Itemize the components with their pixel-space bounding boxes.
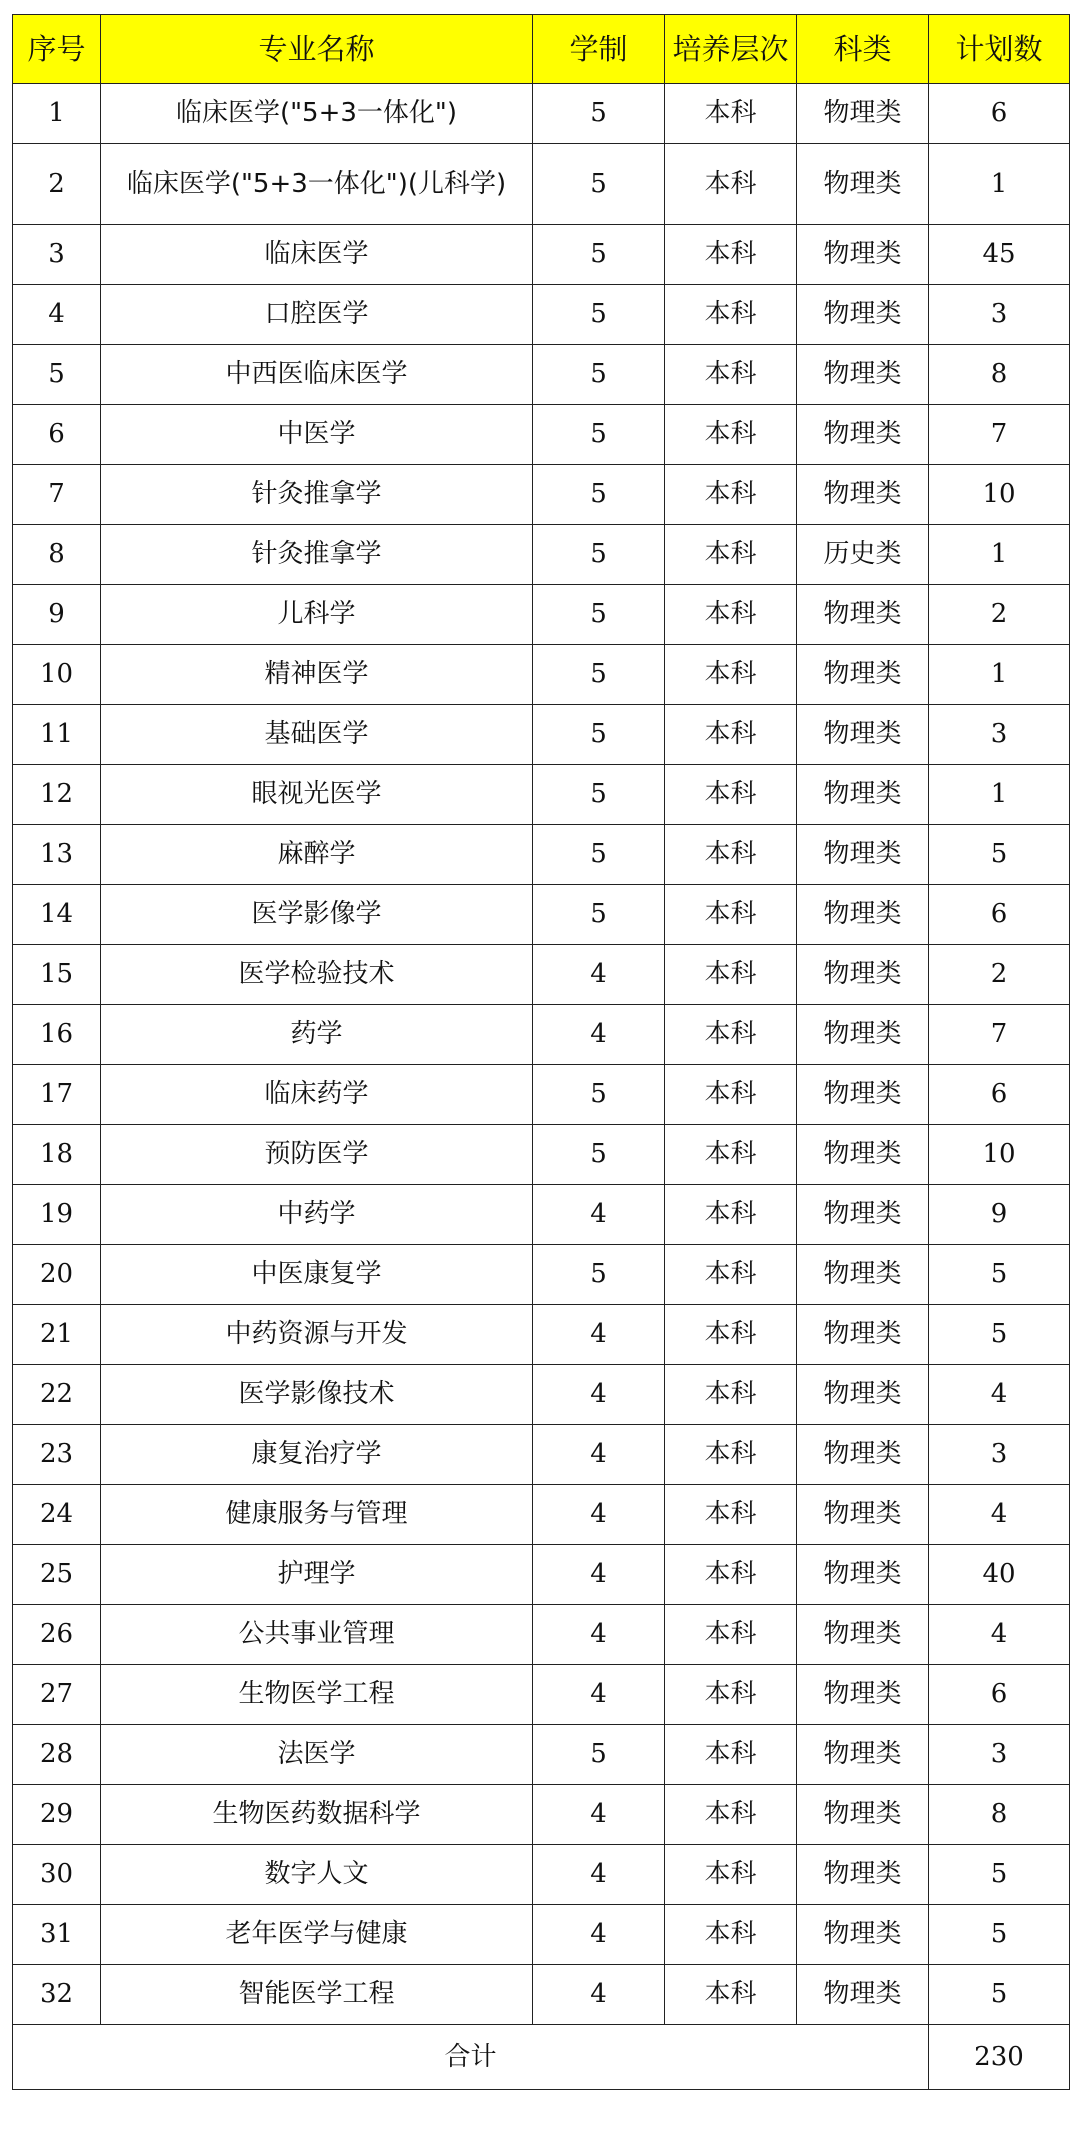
cell-plan-count: 1 <box>929 765 1070 825</box>
cell-major-name: 临床医学 <box>101 225 533 285</box>
cell-major-name: 护理学 <box>101 1545 533 1605</box>
cell-major-name: 精神医学 <box>101 645 533 705</box>
header-row <box>13 15 1070 84</box>
cell-education-level: 本科 <box>665 825 797 885</box>
cell-major-name: 临床药学 <box>101 1065 533 1125</box>
cell-major-name: 老年医学与健康 <box>101 1905 533 1965</box>
table-row <box>13 225 1070 285</box>
cell-major-name: 麻醉学 <box>101 825 533 885</box>
cell-serial-number: 10 <box>13 645 101 705</box>
header-study-length: 学制 <box>533 15 665 84</box>
cell-serial-number: 28 <box>13 1725 101 1785</box>
table-row <box>13 885 1070 945</box>
cell-study-length: 5 <box>533 1245 665 1305</box>
cell-plan-count: 7 <box>929 405 1070 465</box>
cell-education-level: 本科 <box>665 1905 797 1965</box>
cell-plan-count: 4 <box>929 1605 1070 1665</box>
cell-subject-category: 物理类 <box>797 1125 929 1185</box>
cell-education-level: 本科 <box>665 525 797 585</box>
cell-plan-count: 7 <box>929 1005 1070 1065</box>
cell-education-level: 本科 <box>665 1305 797 1365</box>
cell-education-level: 本科 <box>665 1725 797 1785</box>
cell-study-length: 5 <box>533 765 665 825</box>
cell-serial-number: 1 <box>13 84 101 144</box>
table-row <box>13 1245 1070 1305</box>
table-row <box>13 1845 1070 1905</box>
cell-major-name: 生物医药数据科学 <box>101 1785 533 1845</box>
cell-study-length: 4 <box>533 1545 665 1605</box>
cell-study-length: 5 <box>533 705 665 765</box>
cell-education-level: 本科 <box>665 945 797 1005</box>
cell-study-length: 4 <box>533 945 665 1005</box>
cell-education-level: 本科 <box>665 705 797 765</box>
cell-subject-category: 物理类 <box>797 1725 929 1785</box>
cell-major-name: 针灸推拿学 <box>101 465 533 525</box>
table-row <box>13 405 1070 465</box>
cell-plan-count: 2 <box>929 945 1070 1005</box>
cell-subject-category: 物理类 <box>797 1905 929 1965</box>
cell-plan-count: 1 <box>929 645 1070 705</box>
cell-study-length: 5 <box>533 825 665 885</box>
cell-serial-number: 15 <box>13 945 101 1005</box>
table-row <box>13 285 1070 345</box>
cell-study-length: 4 <box>533 1185 665 1245</box>
cell-subject-category: 物理类 <box>797 1965 929 2025</box>
table-row <box>13 1485 1070 1545</box>
cell-study-length: 5 <box>533 525 665 585</box>
cell-serial-number: 20 <box>13 1245 101 1305</box>
cell-study-length: 4 <box>533 1005 665 1065</box>
cell-education-level: 本科 <box>665 1065 797 1125</box>
cell-plan-count: 5 <box>929 1845 1070 1905</box>
cell-major-name: 临床医学("5+3一体化") <box>101 84 533 144</box>
cell-education-level: 本科 <box>665 1425 797 1485</box>
cell-major-name: 公共事业管理 <box>101 1605 533 1665</box>
cell-education-level: 本科 <box>665 1365 797 1425</box>
cell-plan-count: 10 <box>929 465 1070 525</box>
cell-subject-category: 物理类 <box>797 1425 929 1485</box>
table-row <box>13 1725 1070 1785</box>
cell-serial-number: 19 <box>13 1185 101 1245</box>
cell-plan-count: 3 <box>929 1725 1070 1785</box>
cell-plan-count: 6 <box>929 84 1070 144</box>
cell-major-name: 口腔医学 <box>101 285 533 345</box>
cell-major-name: 针灸推拿学 <box>101 525 533 585</box>
cell-education-level: 本科 <box>665 465 797 525</box>
cell-education-level: 本科 <box>665 1485 797 1545</box>
table-row <box>13 645 1070 705</box>
cell-serial-number: 25 <box>13 1545 101 1605</box>
cell-education-level: 本科 <box>665 1665 797 1725</box>
cell-study-length: 5 <box>533 84 665 144</box>
cell-education-level: 本科 <box>665 765 797 825</box>
cell-study-length: 4 <box>533 1365 665 1425</box>
cell-serial-number: 8 <box>13 525 101 585</box>
cell-education-level: 本科 <box>665 1245 797 1305</box>
cell-major-name: 康复治疗学 <box>101 1425 533 1485</box>
cell-serial-number: 3 <box>13 225 101 285</box>
cell-plan-count: 6 <box>929 1665 1070 1725</box>
cell-plan-count: 9 <box>929 1185 1070 1245</box>
cell-education-level: 本科 <box>665 585 797 645</box>
cell-study-length: 5 <box>533 465 665 525</box>
table-header <box>13 15 1070 84</box>
cell-study-length: 4 <box>533 1485 665 1545</box>
cell-education-level: 本科 <box>665 1545 797 1605</box>
cell-plan-count: 1 <box>929 144 1070 225</box>
cell-subject-category: 物理类 <box>797 1005 929 1065</box>
cell-study-length: 4 <box>533 1905 665 1965</box>
cell-serial-number: 7 <box>13 465 101 525</box>
table-row <box>13 1665 1070 1725</box>
cell-major-name: 医学影像技术 <box>101 1365 533 1425</box>
table-row <box>13 525 1070 585</box>
cell-major-name: 中西医临床医学 <box>101 345 533 405</box>
cell-plan-count: 45 <box>929 225 1070 285</box>
cell-education-level: 本科 <box>665 1965 797 2025</box>
cell-study-length: 5 <box>533 645 665 705</box>
cell-education-level: 本科 <box>665 345 797 405</box>
cell-major-name: 健康服务与管理 <box>101 1485 533 1545</box>
cell-serial-number: 29 <box>13 1785 101 1845</box>
cell-subject-category: 物理类 <box>797 1305 929 1365</box>
cell-serial-number: 18 <box>13 1125 101 1185</box>
cell-study-length: 5 <box>533 585 665 645</box>
cell-study-length: 4 <box>533 1965 665 2025</box>
cell-major-name: 中医学 <box>101 405 533 465</box>
table-row <box>13 1185 1070 1245</box>
cell-subject-category: 物理类 <box>797 1185 929 1245</box>
cell-serial-number: 32 <box>13 1965 101 2025</box>
cell-serial-number: 27 <box>13 1665 101 1725</box>
cell-serial-number: 5 <box>13 345 101 405</box>
cell-subject-category: 历史类 <box>797 525 929 585</box>
table-row <box>13 1905 1070 1965</box>
table-row <box>13 945 1070 1005</box>
cell-plan-count: 4 <box>929 1485 1070 1545</box>
cell-plan-count: 5 <box>929 1965 1070 2025</box>
cell-study-length: 5 <box>533 1065 665 1125</box>
cell-subject-category: 物理类 <box>797 405 929 465</box>
table-row <box>13 84 1070 144</box>
cell-major-name: 儿科学 <box>101 585 533 645</box>
cell-plan-count: 1 <box>929 525 1070 585</box>
cell-subject-category: 物理类 <box>797 705 929 765</box>
cell-subject-category: 物理类 <box>797 1845 929 1905</box>
cell-serial-number: 26 <box>13 1605 101 1665</box>
cell-major-name: 医学影像学 <box>101 885 533 945</box>
cell-subject-category: 物理类 <box>797 885 929 945</box>
table-body <box>13 84 1070 2025</box>
cell-study-length: 5 <box>533 1125 665 1185</box>
cell-education-level: 本科 <box>665 1005 797 1065</box>
cell-plan-count: 8 <box>929 345 1070 405</box>
table-footer <box>13 2025 1070 2090</box>
cell-study-length: 5 <box>533 144 665 225</box>
cell-education-level: 本科 <box>665 645 797 705</box>
table-row <box>13 1065 1070 1125</box>
cell-subject-category: 物理类 <box>797 1365 929 1425</box>
cell-serial-number: 9 <box>13 585 101 645</box>
cell-subject-category: 物理类 <box>797 345 929 405</box>
cell-study-length: 5 <box>533 885 665 945</box>
cell-education-level: 本科 <box>665 1185 797 1245</box>
cell-subject-category: 物理类 <box>797 1605 929 1665</box>
table-row <box>13 1305 1070 1365</box>
table-row <box>13 1425 1070 1485</box>
cell-major-name: 中医康复学 <box>101 1245 533 1305</box>
cell-subject-category: 物理类 <box>797 1545 929 1605</box>
cell-serial-number: 23 <box>13 1425 101 1485</box>
cell-plan-count: 6 <box>929 1065 1070 1125</box>
cell-plan-count: 6 <box>929 885 1070 945</box>
table-row <box>13 1005 1070 1065</box>
cell-serial-number: 14 <box>13 885 101 945</box>
header-subject-category: 科类 <box>797 15 929 84</box>
cell-study-length: 4 <box>533 1845 665 1905</box>
cell-education-level: 本科 <box>665 144 797 225</box>
cell-major-name: 预防医学 <box>101 1125 533 1185</box>
cell-plan-count: 5 <box>929 825 1070 885</box>
header-serial-number: 序号 <box>13 15 101 84</box>
cell-serial-number: 30 <box>13 1845 101 1905</box>
table-row <box>13 1965 1070 2025</box>
cell-major-name: 智能医学工程 <box>101 1965 533 2025</box>
cell-subject-category: 物理类 <box>797 465 929 525</box>
header-major-name: 专业名称 <box>101 15 533 84</box>
header-plan-count: 计划数 <box>929 15 1070 84</box>
cell-plan-count: 5 <box>929 1905 1070 1965</box>
cell-plan-count: 3 <box>929 1425 1070 1485</box>
cell-major-name: 临床医学("5+3一体化")(儿科学) <box>101 144 533 225</box>
cell-study-length: 5 <box>533 405 665 465</box>
cell-subject-category: 物理类 <box>797 1665 929 1725</box>
cell-major-name: 中药学 <box>101 1185 533 1245</box>
cell-major-name: 眼视光医学 <box>101 765 533 825</box>
cell-serial-number: 4 <box>13 285 101 345</box>
cell-subject-category: 物理类 <box>797 1485 929 1545</box>
cell-education-level: 本科 <box>665 405 797 465</box>
cell-major-name: 医学检验技术 <box>101 945 533 1005</box>
cell-education-level: 本科 <box>665 1605 797 1665</box>
table-row <box>13 825 1070 885</box>
cell-study-length: 5 <box>533 345 665 405</box>
cell-major-name: 数字人文 <box>101 1845 533 1905</box>
cell-plan-count: 10 <box>929 1125 1070 1185</box>
cell-plan-count: 40 <box>929 1545 1070 1605</box>
table-row <box>13 1785 1070 1845</box>
cell-education-level: 本科 <box>665 1785 797 1845</box>
cell-major-name: 药学 <box>101 1005 533 1065</box>
enrollment-plan-table <box>12 14 1070 2090</box>
cell-serial-number: 6 <box>13 405 101 465</box>
cell-serial-number: 22 <box>13 1365 101 1425</box>
table-row <box>13 1605 1070 1665</box>
cell-study-length: 4 <box>533 1305 665 1365</box>
cell-subject-category: 物理类 <box>797 285 929 345</box>
cell-study-length: 4 <box>533 1665 665 1725</box>
table-row <box>13 705 1070 765</box>
cell-plan-count: 3 <box>929 705 1070 765</box>
cell-study-length: 4 <box>533 1785 665 1845</box>
cell-study-length: 5 <box>533 285 665 345</box>
cell-plan-count: 3 <box>929 285 1070 345</box>
header-education-level: 培养层次 <box>665 15 797 84</box>
cell-subject-category: 物理类 <box>797 1785 929 1845</box>
cell-education-level: 本科 <box>665 225 797 285</box>
cell-major-name: 中药资源与开发 <box>101 1305 533 1365</box>
cell-study-length: 4 <box>533 1605 665 1665</box>
total-row <box>13 2025 1070 2090</box>
cell-subject-category: 物理类 <box>797 945 929 1005</box>
total-value: 230 <box>929 2025 1070 2090</box>
cell-subject-category: 物理类 <box>797 1065 929 1125</box>
cell-study-length: 5 <box>533 1725 665 1785</box>
table-row <box>13 345 1070 405</box>
cell-plan-count: 8 <box>929 1785 1070 1845</box>
cell-subject-category: 物理类 <box>797 1245 929 1305</box>
cell-subject-category: 物理类 <box>797 144 929 225</box>
cell-serial-number: 2 <box>13 144 101 225</box>
table-row <box>13 1545 1070 1605</box>
table-row <box>13 465 1070 525</box>
cell-study-length: 5 <box>533 225 665 285</box>
cell-serial-number: 21 <box>13 1305 101 1365</box>
cell-education-level: 本科 <box>665 1125 797 1185</box>
table-row <box>13 1365 1070 1425</box>
cell-subject-category: 物理类 <box>797 765 929 825</box>
cell-major-name: 基础医学 <box>101 705 533 765</box>
cell-serial-number: 11 <box>13 705 101 765</box>
cell-plan-count: 4 <box>929 1365 1070 1425</box>
cell-education-level: 本科 <box>665 885 797 945</box>
table-row <box>13 585 1070 645</box>
table-row <box>13 144 1070 225</box>
cell-major-name: 法医学 <box>101 1725 533 1785</box>
cell-plan-count: 5 <box>929 1305 1070 1365</box>
cell-study-length: 4 <box>533 1425 665 1485</box>
total-label: 合计 <box>13 2025 929 2090</box>
cell-serial-number: 13 <box>13 825 101 885</box>
cell-serial-number: 24 <box>13 1485 101 1545</box>
cell-subject-category: 物理类 <box>797 585 929 645</box>
cell-plan-count: 2 <box>929 585 1070 645</box>
cell-major-name: 生物医学工程 <box>101 1665 533 1725</box>
cell-subject-category: 物理类 <box>797 825 929 885</box>
table-row <box>13 1125 1070 1185</box>
cell-education-level: 本科 <box>665 1845 797 1905</box>
cell-subject-category: 物理类 <box>797 645 929 705</box>
cell-serial-number: 12 <box>13 765 101 825</box>
table-row <box>13 765 1070 825</box>
cell-serial-number: 16 <box>13 1005 101 1065</box>
cell-education-level: 本科 <box>665 285 797 345</box>
cell-subject-category: 物理类 <box>797 84 929 144</box>
cell-subject-category: 物理类 <box>797 225 929 285</box>
cell-education-level: 本科 <box>665 84 797 144</box>
cell-serial-number: 17 <box>13 1065 101 1125</box>
cell-serial-number: 31 <box>13 1905 101 1965</box>
cell-plan-count: 5 <box>929 1245 1070 1305</box>
